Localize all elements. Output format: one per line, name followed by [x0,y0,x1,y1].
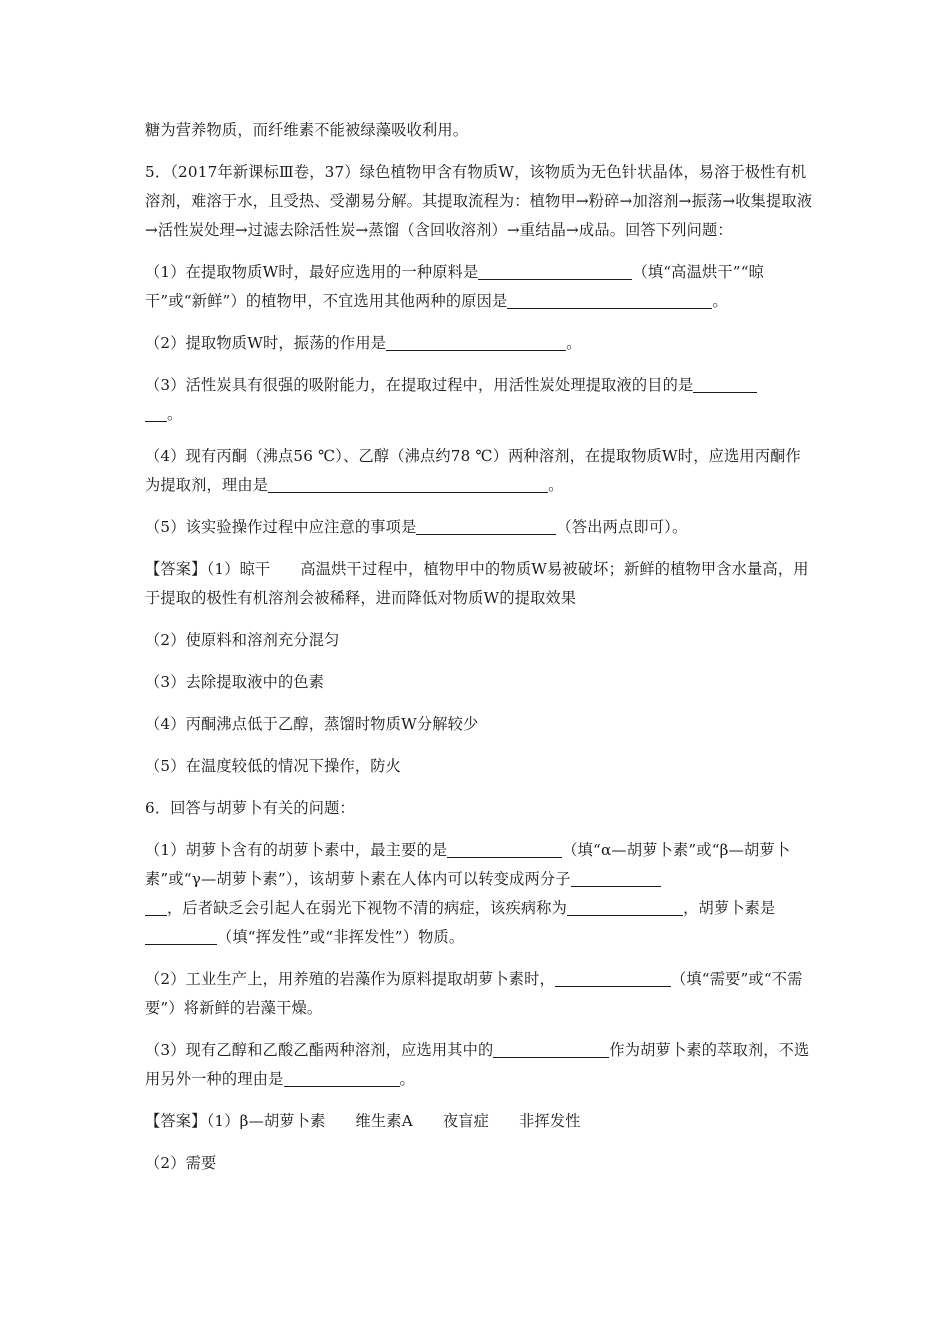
q6-sub1-text-e: （填“挥发性”或“非挥发性”）物质。 [217,928,465,946]
q6-sub2-text-a: （2）工业生产上，用养殖的岩藻作为原料提取胡萝卜素时， [145,970,555,988]
q5-sub1-text-c: 。 [712,292,728,310]
intro-text: 糖为营养物质，而纤维素不能被绿藻吸收利用。 [145,121,469,139]
q5-sub3-blank-2[interactable] [145,403,167,422]
q5-sub5-blank[interactable] [416,516,556,535]
q6-answer-2-text: （2）需要 [145,1154,217,1172]
document-page [145,116,813,1191]
q5-sub2-text-a: （2）提取物质W时，振荡的作用是 [145,334,387,352]
q6-sub3 [145,1036,813,1094]
q6-sub1-blank-3[interactable] [145,897,167,916]
q5-answer-1a: （1）晾干 [206,560,271,578]
q5-answer-5 [145,752,813,781]
q6-sub1-text-c: ，后者缺乏会引起人在弱光下视物不清的病症，该疾病称为 [167,899,568,917]
q6-sub1-blank-5[interactable] [145,926,217,945]
q6-answer-label: 【答案】 [145,1112,207,1130]
q5-sub1-text-b: （填“高温烘干”“晾干”或“新鲜”）的植物甲，不宜选用其他两种的原因是 [145,263,765,310]
q6-sub3-text-a: （3）现有乙醇和乙酸乙酯两种溶剂，应选用其中的 [145,1041,494,1059]
q5-answer-1 [145,555,813,613]
q5-sub4-text-a: （4）现有丙酮（沸点56 ℃）、乙醇（沸点约78 ℃）两种溶剂，在提取物质W时，应选用丙酮作为提取剂，理由是 [145,447,801,494]
q5-answer-2 [145,626,813,655]
q5-sub3-blank-1[interactable] [693,374,757,393]
q5-answer-label: 【答案】 [145,560,207,578]
q5-answer-4-text: （4）丙酮沸点低于乙醇，蒸馏时物质W分解较少 [145,715,479,733]
q6-sub1-text-a: （1）胡萝卜含有的胡萝卜素中，最主要的是 [145,841,448,859]
intro-paragraph [145,116,813,145]
q6-sub1-text-b: （填“α—胡萝卜素”或“β—胡萝卜素”或“γ—胡萝卜素”），该胡萝卜素在人体内可以转变成两分子 [145,841,791,888]
q5-sub4-blank[interactable] [268,474,548,493]
q6-sub3-text-b: 作为胡萝卜素的萃取剂，不选用另外一种的理由是 [145,1041,810,1088]
q5-answer-4 [145,710,813,739]
q6-sub2 [145,965,813,1023]
q5-sub1-blank-1[interactable] [478,261,632,280]
q5-stem [145,158,813,245]
q5-sub4-text-b: 。 [548,476,564,494]
q5-answer-1b: 高温烘干过程中，植物甲中的物质W易被破坏；新鲜的植物甲含水量高，用于提取的极性有机溶剂会被稀释，进而降低对物质W的提取效果 [145,560,809,607]
q6-stem-text: 6．回答与胡萝卜有关的问题： [145,799,355,817]
q6-sub1-blank-2[interactable] [571,868,661,887]
q5-sub3-text-a: （3）活性炭具有很强的吸附能力，在提取过程中，用活性炭处理提取液的目的是 [145,376,694,394]
q5-sub5-text-a: （5）该实验操作过程中应注意的事项是 [145,518,417,536]
q6-sub1-blank-4[interactable] [567,897,683,916]
q5-answer-2-text: （2）使原料和溶剂充分混匀 [145,631,340,649]
q5-stem-text: 5．（2017年新课标Ⅲ卷，37）绿色植物甲含有物质W，该物质为无色针状晶体，易溶于极性有机溶剂，难溶于水，且受热、受潮易分解。其提取流程为：植物甲→粉碎→加溶剂→振荡→收集提取液→活性炭处理→过滤去除活性炭→蒸馏（含回收溶剂）→重结晶→成品。回答下列问题： [145,163,813,239]
q6-answer-1b: 维生素A [355,1112,413,1130]
q5-sub2-blank[interactable] [386,332,566,351]
q6-sub1-text-d: ，胡萝卜素是 [683,899,776,917]
q6-sub3-blank-2[interactable] [284,1068,400,1087]
q6-sub1-blank-1[interactable] [447,839,562,858]
q6-answer-1 [145,1107,813,1136]
q6-answer-1a: （1）β—胡萝卜素 [206,1112,326,1130]
q5-sub3 [145,371,813,429]
q5-sub5-text-b: （答出两点即可）。 [556,518,688,536]
q5-answer-3 [145,668,813,697]
q5-sub1-blank-2[interactable] [507,290,712,309]
q5-sub4 [145,442,813,500]
q5-sub2 [145,329,813,358]
q6-sub1 [145,836,813,952]
q6-sub3-text-c: 。 [399,1070,415,1088]
q6-answer-1d: 非挥发性 [519,1112,581,1130]
q5-sub2-text-b: 。 [566,334,582,352]
q6-sub2-blank[interactable] [555,968,671,987]
q6-answer-2 [145,1149,813,1178]
q5-sub5 [145,513,813,542]
q6-answer-1c: 夜盲症 [442,1112,490,1130]
q5-answer-3-text: （3）去除提取液中的色素 [145,673,325,691]
q6-sub2-text-b: （填“需要”或“不需要”）将新鲜的岩藻干燥。 [145,970,803,1017]
q5-sub3-text-b: 。 [167,405,183,423]
q6-stem [145,794,813,823]
q6-sub3-blank-1[interactable] [493,1039,609,1058]
q5-sub1-text-a: （1）在提取物质W时，最好应选用的一种原料是 [145,263,479,281]
q5-answer-5-text: （5）在温度较低的情况下操作，防火 [145,757,402,775]
q5-sub1 [145,258,813,316]
